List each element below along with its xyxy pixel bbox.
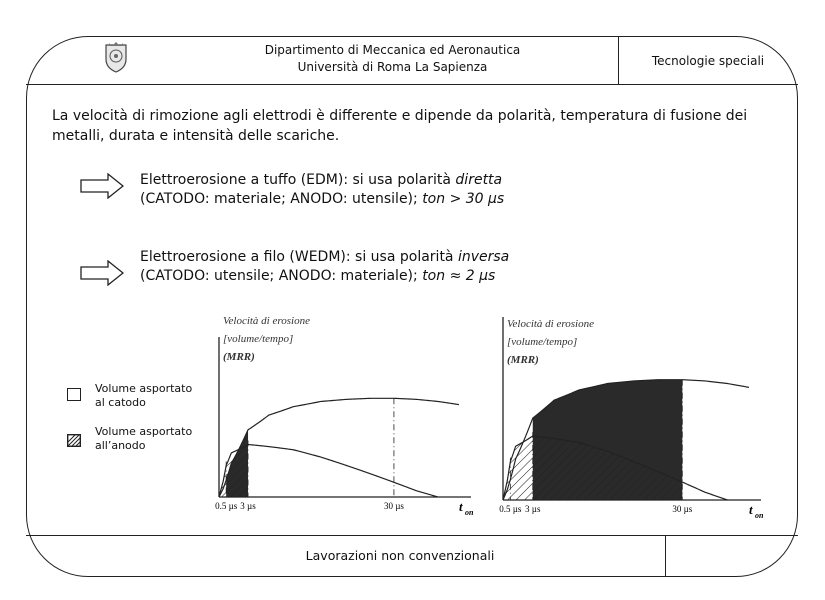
tick-label: 30 µs	[383, 501, 404, 511]
tick-label: 3 µs	[240, 501, 256, 511]
arrow-right-icon	[80, 260, 124, 286]
footer-divider	[26, 535, 798, 536]
x-axis-label: t	[749, 502, 753, 517]
x-axis-label-sub: on	[755, 511, 764, 520]
footer-column-divider	[665, 536, 666, 576]
bullet-edm-ton: ton > 30 µs	[422, 191, 505, 207]
anodo-curve	[219, 445, 438, 498]
header-institution	[200, 42, 585, 76]
bullet-edm-polarity: diretta	[455, 172, 503, 188]
tick-label: 0.5 µs	[499, 504, 522, 514]
y-axis-label: [volume/tempo]	[507, 336, 578, 348]
legend-label-anodo: Volume asportato all’anodo	[95, 425, 193, 452]
intro-paragraph: La velocità di rimozione agli elettrodi è differente e dipende da polarità, temperatura di fusione dei metalli, durata e intensità delle scariche.	[52, 108, 748, 144]
bullet-wedm-line1: Elettroerosione a filo (WEDM): si usa polarità	[140, 249, 458, 265]
course-title: Tecnologie speciali	[651, 54, 765, 68]
tick-label: 3 µs	[525, 504, 541, 514]
bullet-wedm-line2: (CATODO: utensile; ANODO: materiale);	[140, 268, 423, 284]
catodo-curve	[219, 398, 459, 497]
bullet-edm	[140, 171, 504, 209]
legend-swatch-catodo	[67, 388, 81, 401]
bullet-wedm-ton: ton ≈ 2 µs	[422, 268, 496, 284]
y-axis-label: (MRR)	[507, 354, 539, 366]
mrr-chart-wedm	[497, 315, 765, 523]
mrr-chart-edm	[213, 310, 475, 520]
bullet-edm-line2: (CATODO: materiale; ANODO: utensile);	[140, 191, 423, 207]
header-divider	[26, 84, 798, 85]
legend-swatch-anodo	[67, 434, 81, 447]
tick-label: 30 µs	[672, 504, 693, 514]
y-axis-label: [volume/tempo]	[223, 333, 294, 345]
x-axis-label: t	[459, 499, 463, 514]
bullet-wedm	[140, 248, 509, 286]
y-axis-label: (MRR)	[223, 351, 255, 363]
department-name: Dipartimento di Meccanica ed Aeronautica	[264, 43, 521, 57]
bullet-wedm-polarity: inversa	[457, 249, 510, 265]
y-axis-label: Velocità di erosione	[507, 318, 594, 330]
university-name: Università di Roma La Sapienza	[297, 60, 488, 74]
arrow-right-icon	[80, 173, 124, 199]
y-axis-label: Velocità di erosione	[223, 315, 310, 327]
bullet-edm-line1: Elettroerosione a tuffo (EDM): si usa polarità	[140, 172, 456, 188]
footer-title: Lavorazioni non convenzionali	[305, 548, 495, 563]
university-seal-icon	[103, 41, 129, 73]
legend-label-catodo: Volume asportato al catodo	[95, 382, 193, 409]
tick-label: 0.5 µs	[215, 501, 238, 511]
x-axis-label-sub: on	[465, 508, 474, 517]
header-column-divider	[618, 37, 619, 85]
